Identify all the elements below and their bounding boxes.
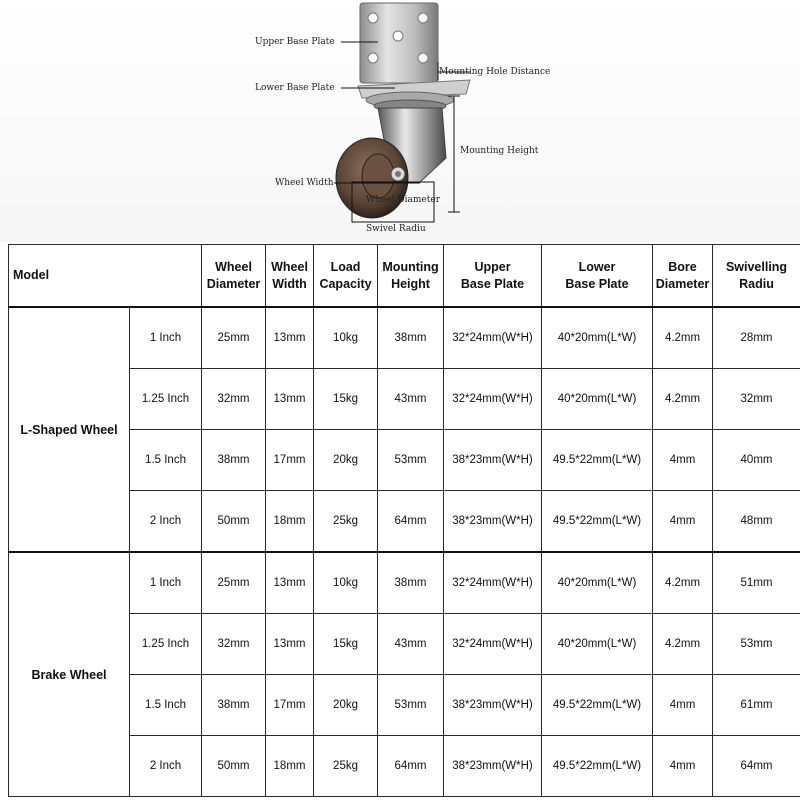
cell-lower-base-plate: 49.5*22mm(L*W) xyxy=(542,430,653,491)
cell-swivelling-radiu: 40mm xyxy=(713,430,800,491)
cell-lower-base-plate: 49.5*22mm(L*W) xyxy=(542,675,653,736)
cell-load-capacity: 15kg xyxy=(314,614,378,675)
cell-swivelling-radiu: 48mm xyxy=(713,491,800,553)
cell-wheel-width: 18mm xyxy=(266,491,314,553)
cell-size: 2 Inch xyxy=(130,491,202,553)
cell-load-capacity: 25kg xyxy=(314,491,378,553)
cell-wheel-width: 17mm xyxy=(266,675,314,736)
cell-wheel-diameter: 50mm xyxy=(202,491,266,553)
cell-upper-base-plate: 38*23mm(W*H) xyxy=(444,430,542,491)
header-wheel-diameter: Wheel Diameter xyxy=(202,245,266,308)
table-row xyxy=(9,307,800,369)
cell-bore-diameter: 4.2mm xyxy=(653,307,713,369)
cell-load-capacity: 10kg xyxy=(314,307,378,369)
label-wheel-width: Wheel Width xyxy=(275,178,334,188)
label-mounting-height: Mounting Height xyxy=(460,146,539,156)
cell-load-capacity: 15kg xyxy=(314,369,378,430)
header-swivelling-radiu: Swivelling Radiu xyxy=(713,245,800,308)
spec-table xyxy=(8,244,800,797)
cell-wheel-width: 13mm xyxy=(266,307,314,369)
cell-size: 1 Inch xyxy=(130,552,202,614)
cell-bore-diameter: 4.2mm xyxy=(653,369,713,430)
cell-swivelling-radiu: 64mm xyxy=(713,736,800,797)
cell-size: 2 Inch xyxy=(130,736,202,797)
caster-diagram xyxy=(0,0,800,242)
cell-load-capacity: 10kg xyxy=(314,552,378,614)
wheel-shape xyxy=(336,138,408,218)
cell-size: 1 Inch xyxy=(130,307,202,369)
header-lower-base-plate: Lower Base Plate xyxy=(542,245,653,308)
header-model: Model xyxy=(9,245,202,308)
cell-wheel-width: 17mm xyxy=(266,430,314,491)
header-wheel-width: Wheel Width xyxy=(266,245,314,308)
cell-bore-diameter: 4mm xyxy=(653,430,713,491)
cell-wheel-diameter: 38mm xyxy=(202,675,266,736)
cell-lower-base-plate: 40*20mm(L*W) xyxy=(542,307,653,369)
cell-wheel-width: 13mm xyxy=(266,614,314,675)
header-upper-base-plate: Upper Base Plate xyxy=(444,245,542,308)
cell-lower-base-plate: 49.5*22mm(L*W) xyxy=(542,736,653,797)
cell-bore-diameter: 4mm xyxy=(653,736,713,797)
cell-bore-diameter: 4mm xyxy=(653,675,713,736)
spec-table-body xyxy=(9,307,800,797)
cell-upper-base-plate: 32*24mm(W*H) xyxy=(444,307,542,369)
cell-upper-base-plate: 38*23mm(W*H) xyxy=(444,675,542,736)
cell-size: 1.5 Inch xyxy=(130,675,202,736)
cell-load-capacity: 20kg xyxy=(314,675,378,736)
cell-mounting-height: 38mm xyxy=(378,307,444,369)
cell-wheel-diameter: 32mm xyxy=(202,614,266,675)
group-label: Brake Wheel xyxy=(9,552,130,797)
cell-lower-base-plate: 40*20mm(L*W) xyxy=(542,614,653,675)
cell-wheel-diameter: 50mm xyxy=(202,736,266,797)
cell-wheel-width: 18mm xyxy=(266,736,314,797)
cell-load-capacity: 20kg xyxy=(314,430,378,491)
cell-swivelling-radiu: 32mm xyxy=(713,369,800,430)
cell-mounting-height: 64mm xyxy=(378,491,444,553)
table-row xyxy=(9,552,800,614)
cell-wheel-width: 13mm xyxy=(266,369,314,430)
cell-upper-base-plate: 32*24mm(W*H) xyxy=(444,614,542,675)
cell-wheel-diameter: 32mm xyxy=(202,369,266,430)
cell-size: 1.25 Inch xyxy=(130,369,202,430)
cell-size: 1.25 Inch xyxy=(130,614,202,675)
cell-mounting-height: 53mm xyxy=(378,675,444,736)
cell-mounting-height: 53mm xyxy=(378,430,444,491)
header-load-capacity: Load Capacity xyxy=(314,245,378,308)
cell-wheel-diameter: 38mm xyxy=(202,430,266,491)
cell-swivelling-radiu: 28mm xyxy=(713,307,800,369)
cell-mounting-height: 43mm xyxy=(378,369,444,430)
cell-load-capacity: 25kg xyxy=(314,736,378,797)
cell-upper-base-plate: 38*23mm(W*H) xyxy=(444,736,542,797)
cell-swivelling-radiu: 51mm xyxy=(713,552,800,614)
cell-lower-base-plate: 40*20mm(L*W) xyxy=(542,552,653,614)
cell-mounting-height: 43mm xyxy=(378,614,444,675)
cell-wheel-diameter: 25mm xyxy=(202,552,266,614)
label-lower-base-plate: Lower Base Plate xyxy=(255,83,335,93)
label-upper-base-plate: Upper Base Plate xyxy=(255,37,335,47)
header-bore-diameter: Bore Diameter xyxy=(653,245,713,308)
cell-swivelling-radiu: 61mm xyxy=(713,675,800,736)
cell-lower-base-plate: 40*20mm(L*W) xyxy=(542,369,653,430)
cell-wheel-width: 13mm xyxy=(266,552,314,614)
header-mounting-height: Mounting Height xyxy=(378,245,444,308)
label-mounting-hole-distance: Mounting Hole Distance xyxy=(439,67,551,77)
cell-mounting-height: 38mm xyxy=(378,552,444,614)
cell-bore-diameter: 4.2mm xyxy=(653,552,713,614)
label-wheel-diameter: Wheel Diameter xyxy=(366,195,441,205)
cell-upper-base-plate: 32*24mm(W*H) xyxy=(444,552,542,614)
cell-lower-base-plate: 49.5*22mm(L*W) xyxy=(542,491,653,553)
cell-mounting-height: 64mm xyxy=(378,736,444,797)
label-swivel-radiu: Swivel Radiu xyxy=(366,224,426,234)
cell-swivelling-radiu: 53mm xyxy=(713,614,800,675)
cell-bore-diameter: 4.2mm xyxy=(653,614,713,675)
cell-size: 1.5 Inch xyxy=(130,430,202,491)
cell-bore-diameter: 4mm xyxy=(653,491,713,553)
cell-wheel-diameter: 25mm xyxy=(202,307,266,369)
cell-upper-base-plate: 38*23mm(W*H) xyxy=(444,491,542,553)
upper-base-plate-shape xyxy=(360,3,438,83)
cell-upper-base-plate: 32*24mm(W*H) xyxy=(444,369,542,430)
header-row xyxy=(9,245,800,308)
group-label: L-Shaped Wheel xyxy=(9,307,130,552)
